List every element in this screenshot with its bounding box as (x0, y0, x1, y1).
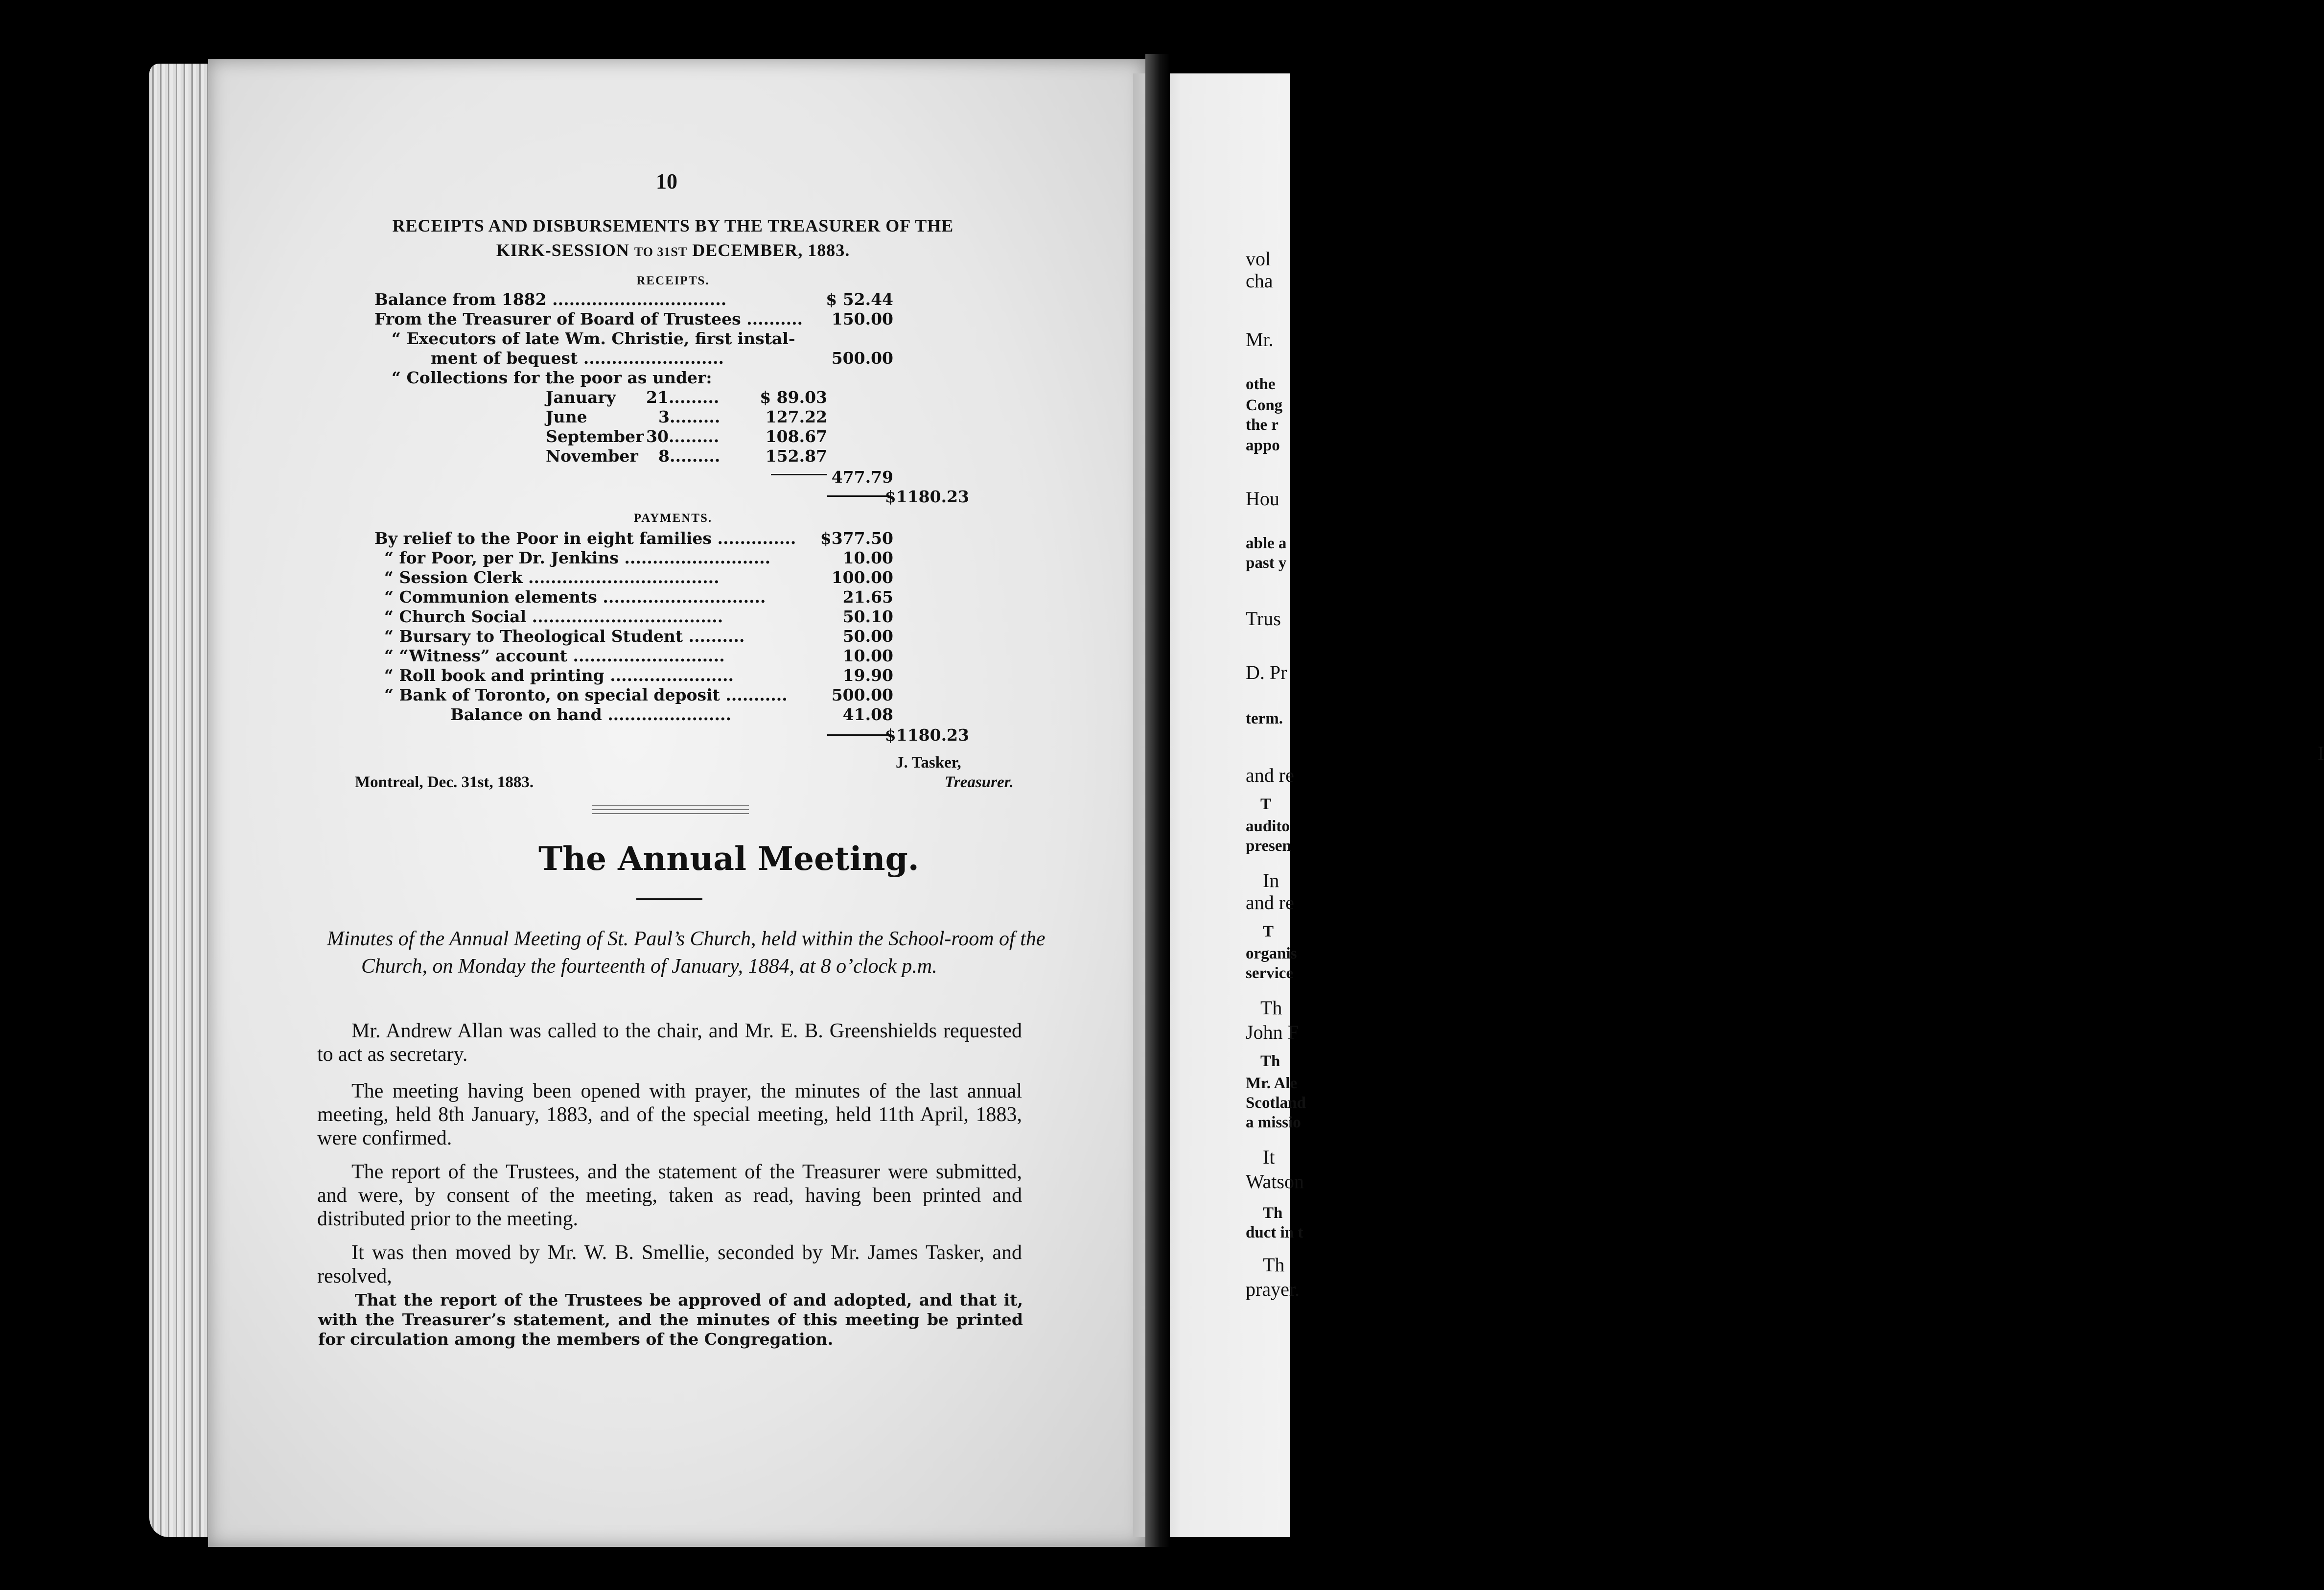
heading-date: DECEMBER, 1883. (692, 240, 850, 260)
payment-row: By relief to the Poor in eight families .............. (374, 529, 796, 548)
right-page-fragment: past y (1246, 554, 1287, 572)
right-page-fragment: Watson (1246, 1170, 1304, 1192)
right-page-fragment: Th (1263, 1204, 1283, 1222)
receipt-row: ment of bequest ......................... (431, 349, 724, 368)
receipt-amount: 500.00 (831, 349, 893, 368)
receipt-row: “ Collections for the poor as under: (392, 368, 712, 387)
right-page-fragment: Th (1263, 1254, 1285, 1276)
section-divider (592, 813, 749, 814)
right-page-fragment: duct in t (1246, 1224, 1303, 1241)
payment-row: “ Roll book and printing ...................... (384, 666, 734, 685)
right-page-fragment: Th (1260, 997, 1282, 1019)
right-page-fragment: appo (1246, 437, 1280, 454)
place-date: Montreal, Dec. 31st, 1883. (355, 773, 534, 791)
collection-month: September (546, 427, 644, 446)
statement-heading-line2 (352, 240, 994, 260)
right-page-fragment: cha (1246, 270, 1273, 292)
collection-amount: 127.22 (765, 407, 827, 426)
right-page-fragment: Cong (1246, 397, 1283, 414)
collection-amount: $ 89.03 (760, 388, 827, 407)
right-page-fragment: Th (1260, 1052, 1280, 1070)
payment-amount: 50.10 (842, 607, 893, 626)
payment-amount: 41.08 (842, 705, 893, 724)
right-page-fragment: and re (1246, 891, 1294, 913)
title-underline (636, 898, 702, 900)
receipts-total: $1180.23 (884, 487, 969, 506)
receipts-total-rule (827, 495, 888, 497)
minutes-intro: Minutes of the Annual Meeting of St. Paul’s Church, held within the School-room of the Church, on Monday the fourteenth of January, 1884, at 8 o’clock p.m. (327, 928, 1046, 978)
right-page-fragment: John F (1246, 1021, 1299, 1043)
book-gutter (1145, 54, 1170, 1547)
collection-month: January (546, 388, 616, 407)
heading-to-date: TO 31ST (634, 245, 688, 259)
right-page-fragment: othe (1246, 375, 1276, 393)
right-page-fragment: prayer. (1246, 1278, 1300, 1300)
right-page-fragment: a missio (1246, 1114, 1301, 1131)
collection-day: 21......... (646, 388, 720, 407)
payment-amount: 100.00 (831, 568, 893, 587)
payment-row: “ Bursary to Theological Student .......... (384, 627, 745, 646)
collection-amount: 152.87 (765, 446, 827, 466)
right-page-fragment: term. (1246, 710, 1283, 727)
right-page-fragment: the r (1246, 416, 1278, 434)
minutes-paragraph: Mr. Andrew Allan was called to the chair, and Mr. E. B. Greenshields requested to act as secretary. (317, 1020, 1022, 1066)
payment-amount: $377.50 (820, 529, 893, 548)
payment-row: Balance on hand ...................... (450, 705, 731, 724)
collection-day: 8......... (658, 446, 720, 466)
payments-label: PAYMENTS. (633, 512, 713, 525)
right-page-fragment: audito (1246, 818, 1290, 835)
receipts-label: RECEIPTS. (636, 274, 710, 287)
payment-row: “ Bank of Toronto, on special deposit ........... (384, 685, 788, 704)
payment-amount: 10.00 (842, 646, 893, 665)
statement-heading-line1: RECEIPTS AND DISBURSEMENTS BY THE TREASURER OF THE (392, 216, 954, 235)
collection-day: 30......... (646, 427, 720, 446)
right-page-fragment: In (1263, 869, 1279, 891)
section-divider (592, 809, 749, 810)
payment-row: “ Communion elements ............................. (384, 587, 766, 607)
right-page-fragment: I (2318, 742, 2324, 764)
payment-amount: 21.65 (842, 587, 893, 607)
payment-amount: 19.90 (842, 666, 893, 685)
payments-total: $1180.23 (884, 725, 969, 745)
payments-total-rule (827, 734, 888, 736)
right-page-fragment: Mr. Ale (1246, 1075, 1298, 1092)
treasurer-name: J. Tasker, (896, 754, 961, 772)
right-page-fragment: presen (1246, 837, 1291, 855)
right-page-fragment: vol (1246, 248, 1271, 270)
right-page-fragment: Trus (1246, 608, 1281, 630)
payment-row: “ for Poor, per Dr. Jenkins .......................... (384, 548, 771, 567)
right-page-fragment: and re (1246, 764, 1294, 786)
treasurer-title: Treasurer. (945, 773, 1014, 791)
receipt-amount: $ 52.44 (826, 290, 893, 309)
payment-amount: 10.00 (842, 548, 893, 567)
right-page-fragment: D. Pr (1246, 661, 1287, 683)
right-page-fragment: T (1263, 923, 1274, 940)
collection-month: June (546, 407, 587, 426)
right-page-fragment: It (1263, 1146, 1275, 1168)
receipt-row: From the Treasurer of Board of Trustees .......... (374, 309, 803, 328)
section-divider (592, 805, 749, 806)
receipt-row: “ Executors of late Wm. Christie, first instal- (392, 329, 795, 348)
right-page-fragment: service (1246, 964, 1294, 982)
receipt-row: Balance from 1882 ............................... (374, 290, 727, 309)
book-page-edges (149, 64, 213, 1537)
page-number: 10 (656, 169, 677, 193)
minutes-paragraph: The report of the Trustees, and the statement of the Treasurer were submitted, and were, by consent of the meeting, taken as read, having been printed and distributed prior to the meeting. (317, 1161, 1022, 1230)
collection-day: 3......... (658, 407, 720, 426)
heading-kirk-session: KIRK-SESSION (496, 240, 629, 260)
minutes-paragraph: It was then moved by Mr. W. B. Smellie, seconded by Mr. James Tasker, and resolved, (317, 1241, 1022, 1287)
annual-meeting-title: The Annual Meeting. (538, 840, 919, 878)
collection-month: November (546, 446, 638, 466)
payment-row: “ Session Clerk .................................. (384, 568, 720, 587)
right-page-fragment: T (1260, 795, 1272, 813)
right-page-fragment: organis (1246, 945, 1297, 962)
right-page-fragment: Mr. (1246, 328, 1274, 351)
right-page-fragment: Hou (1246, 488, 1279, 510)
receipt-amount: 150.00 (831, 309, 893, 328)
collection-amount: 108.67 (765, 427, 827, 446)
right-page-fragment: able a (1246, 535, 1287, 552)
collections-total: 477.79 (831, 468, 893, 487)
payment-amount: 50.00 (842, 627, 893, 646)
right-page-fragment: Scotland (1246, 1094, 1306, 1112)
payment-row: “ Church Social .................................. (384, 607, 723, 626)
payment-amount: 500.00 (831, 685, 893, 704)
resolution-text: That the report of the Trustees be approved of and adopted, and that it, with the Treasurer’s statement, and the minutes of this meeting be printed for circulation among the members of the Congregation. (318, 1290, 1023, 1349)
minutes-paragraph: The meeting having been opened with prayer, the minutes of the last annual meeting, held 8th January, 1883, and of the special meeting, held 11th April, 1883, were confirmed. (317, 1080, 1022, 1149)
payment-row: “ “Witness” account ........................... (384, 646, 725, 665)
